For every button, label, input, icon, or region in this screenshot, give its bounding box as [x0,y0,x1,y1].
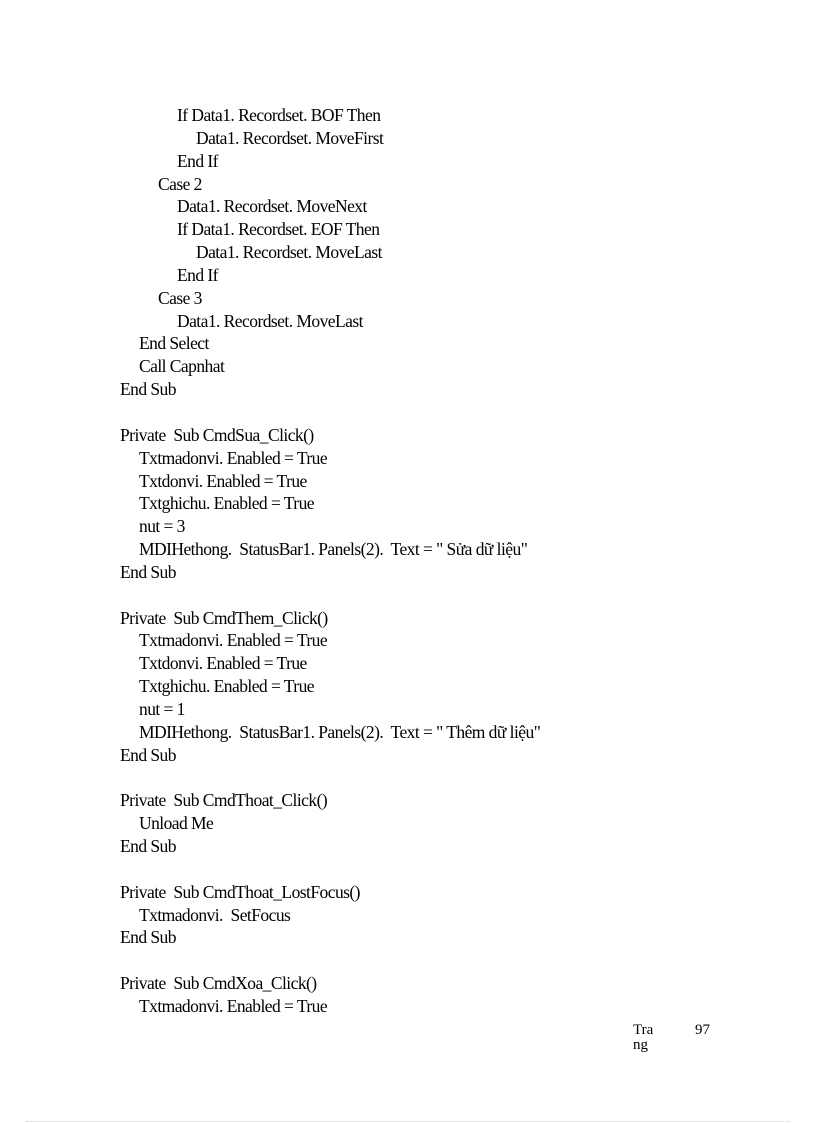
code-line: End If [177,150,218,171]
code-line: MDIHethong. StatusBar1. Panels(2). Text = " Thêm dữ liệu" [139,721,541,742]
code-line: Case 3 [158,287,202,308]
code-line: End Sub [120,379,176,400]
blank-line [0,949,816,972]
code-line: If Data1. Recordset. EOF Then [177,219,380,240]
code-line: Txtmadonvi. SetFocus [139,904,291,925]
code-line: MDIHethong. StatusBar1. Panels(2). Text = " Sửa dữ liệu" [139,539,528,560]
blank-line [0,401,816,424]
code-line: Data1. Recordset. MoveLast [177,310,363,331]
code-line: Case 2 [158,173,202,194]
code-line: End Sub [120,927,176,948]
code-line: Call Capnhat [139,356,225,377]
code-line: Txtdonvi. Enabled = True [139,653,307,674]
code-line: End Select [139,333,209,354]
code-line: Data1. Recordset. MoveFirst [196,127,384,148]
code-line: nut = 3 [139,516,185,537]
code-line: Data1. Recordset. MoveLast [196,242,382,263]
code-line: Unload Me [139,813,214,834]
code-line: Txtghichu. Enabled = True [139,676,314,697]
page-label: Trang [633,1023,654,1053]
code-line: End If [177,264,218,285]
code-line: nut = 1 [139,698,185,719]
code-listing [0,104,816,1018]
code-line: Data1. Recordset. MoveNext [177,196,367,217]
blank-line [0,584,816,607]
code-line: Private Sub CmdThoat_LostFocus() [120,881,360,902]
page-footer [633,1023,753,1055]
code-line: Txtdonvi. Enabled = True [139,470,307,491]
code-line: End Sub [120,836,176,856]
bottom-dotted-rule [26,1121,790,1122]
blank-line [0,858,816,881]
code-line: Private Sub CmdXoa_Click() [120,973,317,994]
code-line: Private Sub CmdThem_Click() [120,607,328,628]
code-line: Txtghichu. Enabled = True [139,493,314,514]
blank-line [0,766,816,789]
code-line: End Sub [120,561,176,582]
code-line: If Data1. Recordset. BOF Then [177,105,381,125]
code-line: Txtmadonvi. Enabled = True [139,447,328,468]
code-line: End Sub [120,744,176,765]
code-line: Txtmadonvi. Enabled = True [139,995,328,1016]
code-line: Private Sub CmdSua_Click() [120,424,314,445]
code-line: Private Sub CmdThoat_Click() [120,790,328,811]
page-number: 97 [695,1023,710,1038]
code-line: Txtmadonvi. Enabled = True [139,630,328,651]
